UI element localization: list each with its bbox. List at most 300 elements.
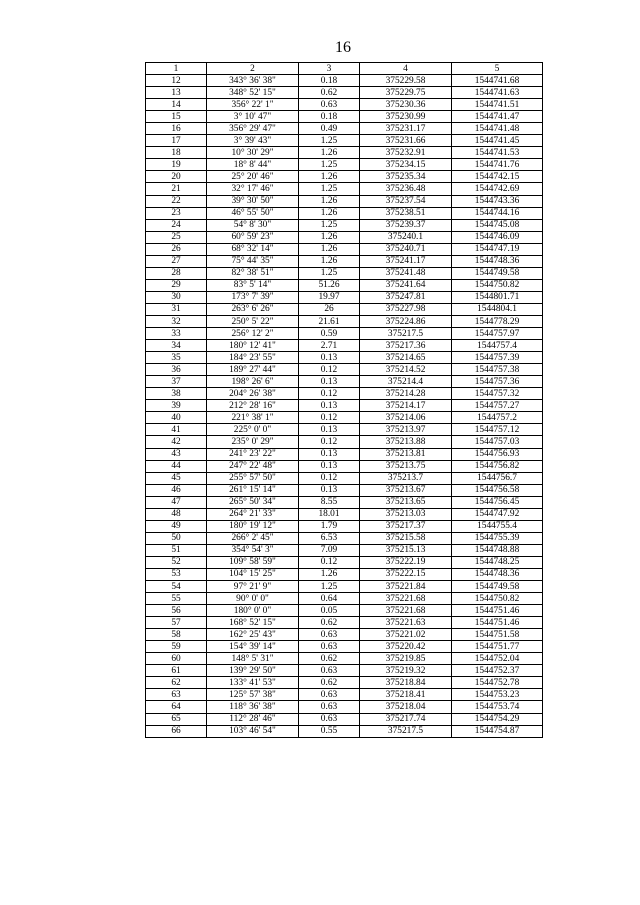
bearing-cell: 46° 55' 50" xyxy=(207,207,299,219)
bearing-cell: 60° 59' 23" xyxy=(207,231,299,243)
point-number-cell: 19 xyxy=(146,159,207,171)
bearing-cell: 256° 12' 2" xyxy=(207,328,299,340)
point-number-cell: 66 xyxy=(146,725,207,737)
point-number-cell: 41 xyxy=(146,424,207,436)
x-coordinate-cell: 375234.15 xyxy=(360,159,452,171)
y-coordinate-cell: 1544753.74 xyxy=(452,701,543,713)
x-coordinate-cell: 375214.4 xyxy=(360,376,452,388)
distance-cell: 0.13 xyxy=(299,448,360,460)
x-coordinate-cell: 375239.37 xyxy=(360,219,452,231)
distance-cell: 1.26 xyxy=(299,255,360,267)
distance-cell: 0.13 xyxy=(299,460,360,472)
y-coordinate-cell: 1544757.32 xyxy=(452,388,543,400)
distance-cell: 0.12 xyxy=(299,556,360,568)
table-row xyxy=(146,556,543,568)
distance-cell: 0.62 xyxy=(299,87,360,99)
y-coordinate-cell: 1544752.78 xyxy=(452,677,543,689)
y-coordinate-cell: 1544756.7 xyxy=(452,472,543,484)
bearing-cell: 354° 54' 3" xyxy=(207,544,299,556)
x-coordinate-cell: 375237.54 xyxy=(360,195,452,207)
bearing-cell: 82° 38' 51" xyxy=(207,267,299,279)
y-coordinate-cell: 1544756.58 xyxy=(452,484,543,496)
table-row xyxy=(146,701,543,713)
point-number-cell: 23 xyxy=(146,207,207,219)
y-coordinate-cell: 1544746.09 xyxy=(452,231,543,243)
point-number-cell: 49 xyxy=(146,520,207,532)
bearing-cell: 173° 7' 39" xyxy=(207,291,299,303)
distance-cell: 1.79 xyxy=(299,520,360,532)
table-row xyxy=(146,388,543,400)
y-coordinate-cell: 1544748.25 xyxy=(452,556,543,568)
table-row xyxy=(146,508,543,520)
point-number-cell: 36 xyxy=(146,364,207,376)
point-number-cell: 48 xyxy=(146,508,207,520)
table-row xyxy=(146,315,543,327)
distance-cell: 0.49 xyxy=(299,123,360,135)
x-coordinate-cell: 375221.68 xyxy=(360,605,452,617)
point-number-cell: 30 xyxy=(146,291,207,303)
x-coordinate-cell: 375213.81 xyxy=(360,448,452,460)
bearing-cell: 212° 28' 16" xyxy=(207,400,299,412)
x-coordinate-cell: 375222.19 xyxy=(360,556,452,568)
bearing-cell: 75° 44' 35" xyxy=(207,255,299,267)
y-coordinate-cell: 1544751.77 xyxy=(452,641,543,653)
table-row xyxy=(146,496,543,508)
x-coordinate-cell: 375215.13 xyxy=(360,544,452,556)
x-coordinate-cell: 375213.75 xyxy=(360,460,452,472)
distance-cell: 0.64 xyxy=(299,593,360,605)
distance-cell: 0.59 xyxy=(299,328,360,340)
column-header: 4 xyxy=(360,63,452,75)
table-row xyxy=(146,544,543,556)
point-number-cell: 29 xyxy=(146,279,207,291)
y-coordinate-cell: 1544757.38 xyxy=(452,364,543,376)
bearing-cell: 241° 23' 22" xyxy=(207,448,299,460)
bearing-cell: 83° 5' 14" xyxy=(207,279,299,291)
point-number-cell: 12 xyxy=(146,75,207,87)
distance-cell: 0.12 xyxy=(299,436,360,448)
column-header: 3 xyxy=(299,63,360,75)
table-row xyxy=(146,520,543,532)
y-coordinate-cell: 1544748.36 xyxy=(452,568,543,580)
bearing-cell: 168° 52' 15" xyxy=(207,617,299,629)
y-coordinate-cell: 1544754.29 xyxy=(452,713,543,725)
y-coordinate-cell: 1544741.63 xyxy=(452,87,543,99)
bearing-cell: 104° 15' 25" xyxy=(207,568,299,580)
bearing-cell: 148° 5' 31" xyxy=(207,653,299,665)
distance-cell: 1.26 xyxy=(299,231,360,243)
point-number-cell: 51 xyxy=(146,544,207,556)
bearing-cell: 109° 58' 59" xyxy=(207,556,299,568)
table-row xyxy=(146,219,543,231)
table-row xyxy=(146,303,543,315)
table-row xyxy=(146,279,543,291)
bearing-cell: 103° 46' 54" xyxy=(207,725,299,737)
x-coordinate-cell: 375214.52 xyxy=(360,364,452,376)
point-number-cell: 28 xyxy=(146,267,207,279)
distance-cell: 0.13 xyxy=(299,424,360,436)
bearing-cell: 154° 39' 14" xyxy=(207,641,299,653)
bearing-cell: 133° 41' 53" xyxy=(207,677,299,689)
bearing-cell: 3° 10' 47" xyxy=(207,111,299,123)
distance-cell: 26 xyxy=(299,303,360,315)
x-coordinate-cell: 375217.37 xyxy=(360,520,452,532)
point-number-cell: 63 xyxy=(146,689,207,701)
point-number-cell: 35 xyxy=(146,352,207,364)
table-row xyxy=(146,665,543,677)
x-coordinate-cell: 375218.84 xyxy=(360,677,452,689)
distance-cell: 0.12 xyxy=(299,472,360,484)
table-row xyxy=(146,291,543,303)
y-coordinate-cell: 1544757.03 xyxy=(452,436,543,448)
distance-cell: 0.63 xyxy=(299,629,360,641)
point-number-cell: 37 xyxy=(146,376,207,388)
distance-cell: 0.13 xyxy=(299,376,360,388)
x-coordinate-cell: 375238.51 xyxy=(360,207,452,219)
table-row xyxy=(146,352,543,364)
point-number-cell: 13 xyxy=(146,87,207,99)
y-coordinate-cell: 1544756.82 xyxy=(452,460,543,472)
point-number-cell: 40 xyxy=(146,412,207,424)
table-row xyxy=(146,532,543,544)
table-row xyxy=(146,123,543,135)
point-number-cell: 59 xyxy=(146,641,207,653)
y-coordinate-cell: 1544743.36 xyxy=(452,195,543,207)
distance-cell: 0.63 xyxy=(299,701,360,713)
table-row xyxy=(146,364,543,376)
table-row xyxy=(146,147,543,159)
point-number-cell: 33 xyxy=(146,328,207,340)
point-number-cell: 16 xyxy=(146,123,207,135)
y-coordinate-cell: 1544757.27 xyxy=(452,400,543,412)
bearing-cell: 235° 0' 29" xyxy=(207,436,299,448)
distance-cell: 0.62 xyxy=(299,677,360,689)
table-row xyxy=(146,87,543,99)
bearing-cell: 266° 2' 45" xyxy=(207,532,299,544)
point-number-cell: 43 xyxy=(146,448,207,460)
column-header: 5 xyxy=(452,63,543,75)
bearing-cell: 189° 27' 44" xyxy=(207,364,299,376)
bearing-cell: 348° 52' 15" xyxy=(207,87,299,99)
y-coordinate-cell: 1544750.82 xyxy=(452,593,543,605)
x-coordinate-cell: 375213.97 xyxy=(360,424,452,436)
point-number-cell: 21 xyxy=(146,183,207,195)
y-coordinate-cell: 1544753.23 xyxy=(452,689,543,701)
y-coordinate-cell: 1544804.1 xyxy=(452,303,543,315)
x-coordinate-cell: 375247.81 xyxy=(360,291,452,303)
point-number-cell: 54 xyxy=(146,581,207,593)
y-coordinate-cell: 1544750.82 xyxy=(452,279,543,291)
table-row xyxy=(146,424,543,436)
distance-cell: 0.05 xyxy=(299,605,360,617)
x-coordinate-cell: 375219.85 xyxy=(360,653,452,665)
point-number-cell: 22 xyxy=(146,195,207,207)
x-coordinate-cell: 375227.98 xyxy=(360,303,452,315)
x-coordinate-cell: 375213.03 xyxy=(360,508,452,520)
y-coordinate-cell: 1544741.47 xyxy=(452,111,543,123)
bearing-cell: 125° 57' 38" xyxy=(207,689,299,701)
coordinates-table-body xyxy=(146,63,543,738)
distance-cell: 0.62 xyxy=(299,653,360,665)
y-coordinate-cell: 1544751.46 xyxy=(452,617,543,629)
point-number-cell: 61 xyxy=(146,665,207,677)
x-coordinate-cell: 375235.34 xyxy=(360,171,452,183)
y-coordinate-cell: 1544741.76 xyxy=(452,159,543,171)
bearing-cell: 180° 12' 41" xyxy=(207,340,299,352)
y-coordinate-cell: 1544755.39 xyxy=(452,532,543,544)
y-coordinate-cell: 1544745.08 xyxy=(452,219,543,231)
y-coordinate-cell: 1544756.93 xyxy=(452,448,543,460)
point-number-cell: 55 xyxy=(146,593,207,605)
bearing-cell: 264° 21' 33" xyxy=(207,508,299,520)
y-coordinate-cell: 1544752.04 xyxy=(452,653,543,665)
distance-cell: 0.63 xyxy=(299,689,360,701)
distance-cell: 19.97 xyxy=(299,291,360,303)
distance-cell: 1.25 xyxy=(299,219,360,231)
distance-cell: 7.09 xyxy=(299,544,360,556)
distance-cell: 6.53 xyxy=(299,532,360,544)
x-coordinate-cell: 375213.65 xyxy=(360,496,452,508)
point-number-cell: 27 xyxy=(146,255,207,267)
table-row xyxy=(146,99,543,111)
bearing-cell: 184° 23' 55" xyxy=(207,352,299,364)
table-row xyxy=(146,75,543,87)
table-row xyxy=(146,135,543,147)
distance-cell: 1.25 xyxy=(299,135,360,147)
bearing-cell: 118° 36' 38" xyxy=(207,701,299,713)
point-number-cell: 56 xyxy=(146,605,207,617)
bearing-cell: 39° 30' 50" xyxy=(207,195,299,207)
y-coordinate-cell: 1544754.87 xyxy=(452,725,543,737)
distance-cell: 0.62 xyxy=(299,617,360,629)
table-row xyxy=(146,460,543,472)
x-coordinate-cell: 375217.5 xyxy=(360,725,452,737)
column-header: 2 xyxy=(207,63,299,75)
y-coordinate-cell: 1544757.36 xyxy=(452,376,543,388)
distance-cell: 0.18 xyxy=(299,111,360,123)
distance-cell: 1.26 xyxy=(299,171,360,183)
page-number: 16 xyxy=(335,39,351,56)
y-coordinate-cell: 1544741.68 xyxy=(452,75,543,87)
bearing-cell: 261° 15' 14" xyxy=(207,484,299,496)
point-number-cell: 39 xyxy=(146,400,207,412)
bearing-cell: 198° 26' 6" xyxy=(207,376,299,388)
bearing-cell: 32° 17' 46" xyxy=(207,183,299,195)
bearing-cell: 255° 57' 50" xyxy=(207,472,299,484)
point-number-cell: 18 xyxy=(146,147,207,159)
point-number-cell: 47 xyxy=(146,496,207,508)
table-row xyxy=(146,568,543,580)
y-coordinate-cell: 1544778.29 xyxy=(452,315,543,327)
distance-cell: 18.01 xyxy=(299,508,360,520)
table-row xyxy=(146,689,543,701)
point-number-cell: 38 xyxy=(146,388,207,400)
point-number-cell: 20 xyxy=(146,171,207,183)
y-coordinate-cell: 1544742.69 xyxy=(452,183,543,195)
point-number-cell: 31 xyxy=(146,303,207,315)
table-row xyxy=(146,653,543,665)
table-row xyxy=(146,448,543,460)
point-number-cell: 44 xyxy=(146,460,207,472)
y-coordinate-cell: 1544741.53 xyxy=(452,147,543,159)
distance-cell: 0.55 xyxy=(299,725,360,737)
point-number-cell: 25 xyxy=(146,231,207,243)
x-coordinate-cell: 375214.28 xyxy=(360,388,452,400)
x-coordinate-cell: 375217.74 xyxy=(360,713,452,725)
column-header: 1 xyxy=(146,63,207,75)
bearing-cell: 247° 22' 48" xyxy=(207,460,299,472)
bearing-cell: 180° 19' 12" xyxy=(207,520,299,532)
table-row xyxy=(146,376,543,388)
x-coordinate-cell: 375219.32 xyxy=(360,665,452,677)
x-coordinate-cell: 375218.41 xyxy=(360,689,452,701)
bearing-cell: 139° 29' 50" xyxy=(207,665,299,677)
bearing-cell: 180° 0' 0" xyxy=(207,605,299,617)
x-coordinate-cell: 375213.67 xyxy=(360,484,452,496)
x-coordinate-cell: 375240.1 xyxy=(360,231,452,243)
y-coordinate-cell: 1544757.39 xyxy=(452,352,543,364)
bearing-cell: 112° 28' 46" xyxy=(207,713,299,725)
distance-cell: 1.26 xyxy=(299,207,360,219)
table-row xyxy=(146,231,543,243)
y-coordinate-cell: 1544747.92 xyxy=(452,508,543,520)
distance-cell: 1.25 xyxy=(299,267,360,279)
table-row xyxy=(146,677,543,689)
distance-cell: 8.55 xyxy=(299,496,360,508)
x-coordinate-cell: 375221.68 xyxy=(360,593,452,605)
distance-cell: 0.12 xyxy=(299,364,360,376)
bearing-cell: 356° 29' 47" xyxy=(207,123,299,135)
bearing-cell: 343° 36' 38" xyxy=(207,75,299,87)
y-coordinate-cell: 1544747.19 xyxy=(452,243,543,255)
point-number-cell: 64 xyxy=(146,701,207,713)
y-coordinate-cell: 1544757.2 xyxy=(452,412,543,424)
table-row xyxy=(146,472,543,484)
y-coordinate-cell: 1544742.15 xyxy=(452,171,543,183)
bearing-cell: 90° 0' 0" xyxy=(207,593,299,605)
bearing-cell: 162° 25' 43" xyxy=(207,629,299,641)
x-coordinate-cell: 375214.65 xyxy=(360,352,452,364)
x-coordinate-cell: 375231.66 xyxy=(360,135,452,147)
table-row xyxy=(146,436,543,448)
table-row xyxy=(146,207,543,219)
point-number-cell: 53 xyxy=(146,568,207,580)
distance-cell: 0.63 xyxy=(299,99,360,111)
distance-cell: 0.63 xyxy=(299,713,360,725)
bearing-cell: 68° 32' 14" xyxy=(207,243,299,255)
point-number-cell: 65 xyxy=(146,713,207,725)
point-number-cell: 57 xyxy=(146,617,207,629)
bearing-cell: 25° 20' 46" xyxy=(207,171,299,183)
distance-cell: 0.13 xyxy=(299,400,360,412)
table-row xyxy=(146,593,543,605)
table-row xyxy=(146,641,543,653)
x-coordinate-cell: 375232.91 xyxy=(360,147,452,159)
table-row xyxy=(146,328,543,340)
table-row xyxy=(146,725,543,737)
distance-cell: 1.25 xyxy=(299,159,360,171)
point-number-cell: 17 xyxy=(146,135,207,147)
distance-cell: 1.26 xyxy=(299,568,360,580)
x-coordinate-cell: 375230.99 xyxy=(360,111,452,123)
distance-cell: 0.63 xyxy=(299,665,360,677)
bearing-cell: 225° 0' 0" xyxy=(207,424,299,436)
y-coordinate-cell: 1544755.4 xyxy=(452,520,543,532)
point-number-cell: 52 xyxy=(146,556,207,568)
distance-cell: 1.25 xyxy=(299,183,360,195)
y-coordinate-cell: 1544751.46 xyxy=(452,605,543,617)
y-coordinate-cell: 1544801.71 xyxy=(452,291,543,303)
x-coordinate-cell: 375236.48 xyxy=(360,183,452,195)
x-coordinate-cell: 375230.36 xyxy=(360,99,452,111)
point-number-cell: 62 xyxy=(146,677,207,689)
table-row xyxy=(146,111,543,123)
distance-cell: 0.13 xyxy=(299,484,360,496)
bearing-cell: 356° 22' 1" xyxy=(207,99,299,111)
y-coordinate-cell: 1544748.88 xyxy=(452,544,543,556)
x-coordinate-cell: 375222.15 xyxy=(360,568,452,580)
x-coordinate-cell: 375213.88 xyxy=(360,436,452,448)
bearing-cell: 250° 5' 22" xyxy=(207,315,299,327)
coordinates-table xyxy=(145,62,543,738)
point-number-cell: 24 xyxy=(146,219,207,231)
point-number-cell: 34 xyxy=(146,340,207,352)
x-coordinate-cell: 375218.04 xyxy=(360,701,452,713)
point-number-cell: 14 xyxy=(146,99,207,111)
distance-cell: 0.12 xyxy=(299,388,360,400)
bearing-cell: 97° 21' 9" xyxy=(207,581,299,593)
y-coordinate-cell: 1544749.58 xyxy=(452,267,543,279)
distance-cell: 2.71 xyxy=(299,340,360,352)
point-number-cell: 58 xyxy=(146,629,207,641)
x-coordinate-cell: 375217.36 xyxy=(360,340,452,352)
point-number-cell: 15 xyxy=(146,111,207,123)
x-coordinate-cell: 375241.48 xyxy=(360,267,452,279)
table-row xyxy=(146,171,543,183)
y-coordinate-cell: 1544749.58 xyxy=(452,581,543,593)
x-coordinate-cell: 375217.5 xyxy=(360,328,452,340)
x-coordinate-cell: 375221.02 xyxy=(360,629,452,641)
x-coordinate-cell: 375229.58 xyxy=(360,75,452,87)
distance-cell: 1.25 xyxy=(299,581,360,593)
x-coordinate-cell: 375215.58 xyxy=(360,532,452,544)
table-row xyxy=(146,617,543,629)
bearing-cell: 221° 38' 1" xyxy=(207,412,299,424)
y-coordinate-cell: 1544757.4 xyxy=(452,340,543,352)
point-number-cell: 45 xyxy=(146,472,207,484)
distance-cell: 1.26 xyxy=(299,147,360,159)
point-number-cell: 60 xyxy=(146,653,207,665)
distance-cell: 1.26 xyxy=(299,195,360,207)
x-coordinate-cell: 375229.75 xyxy=(360,87,452,99)
table-row xyxy=(146,412,543,424)
x-coordinate-cell: 375221.84 xyxy=(360,581,452,593)
bearing-cell: 54° 8' 30" xyxy=(207,219,299,231)
table-row xyxy=(146,183,543,195)
x-coordinate-cell: 375241.64 xyxy=(360,279,452,291)
y-coordinate-cell: 1544752.37 xyxy=(452,665,543,677)
y-coordinate-cell: 1544751.58 xyxy=(452,629,543,641)
distance-cell: 0.13 xyxy=(299,352,360,364)
table-row xyxy=(146,605,543,617)
point-number-cell: 46 xyxy=(146,484,207,496)
x-coordinate-cell: 375231.17 xyxy=(360,123,452,135)
bearing-cell: 18° 8' 44" xyxy=(207,159,299,171)
y-coordinate-cell: 1544744.16 xyxy=(452,207,543,219)
table-row xyxy=(146,629,543,641)
y-coordinate-cell: 1544741.51 xyxy=(452,99,543,111)
x-coordinate-cell: 375221.63 xyxy=(360,617,452,629)
